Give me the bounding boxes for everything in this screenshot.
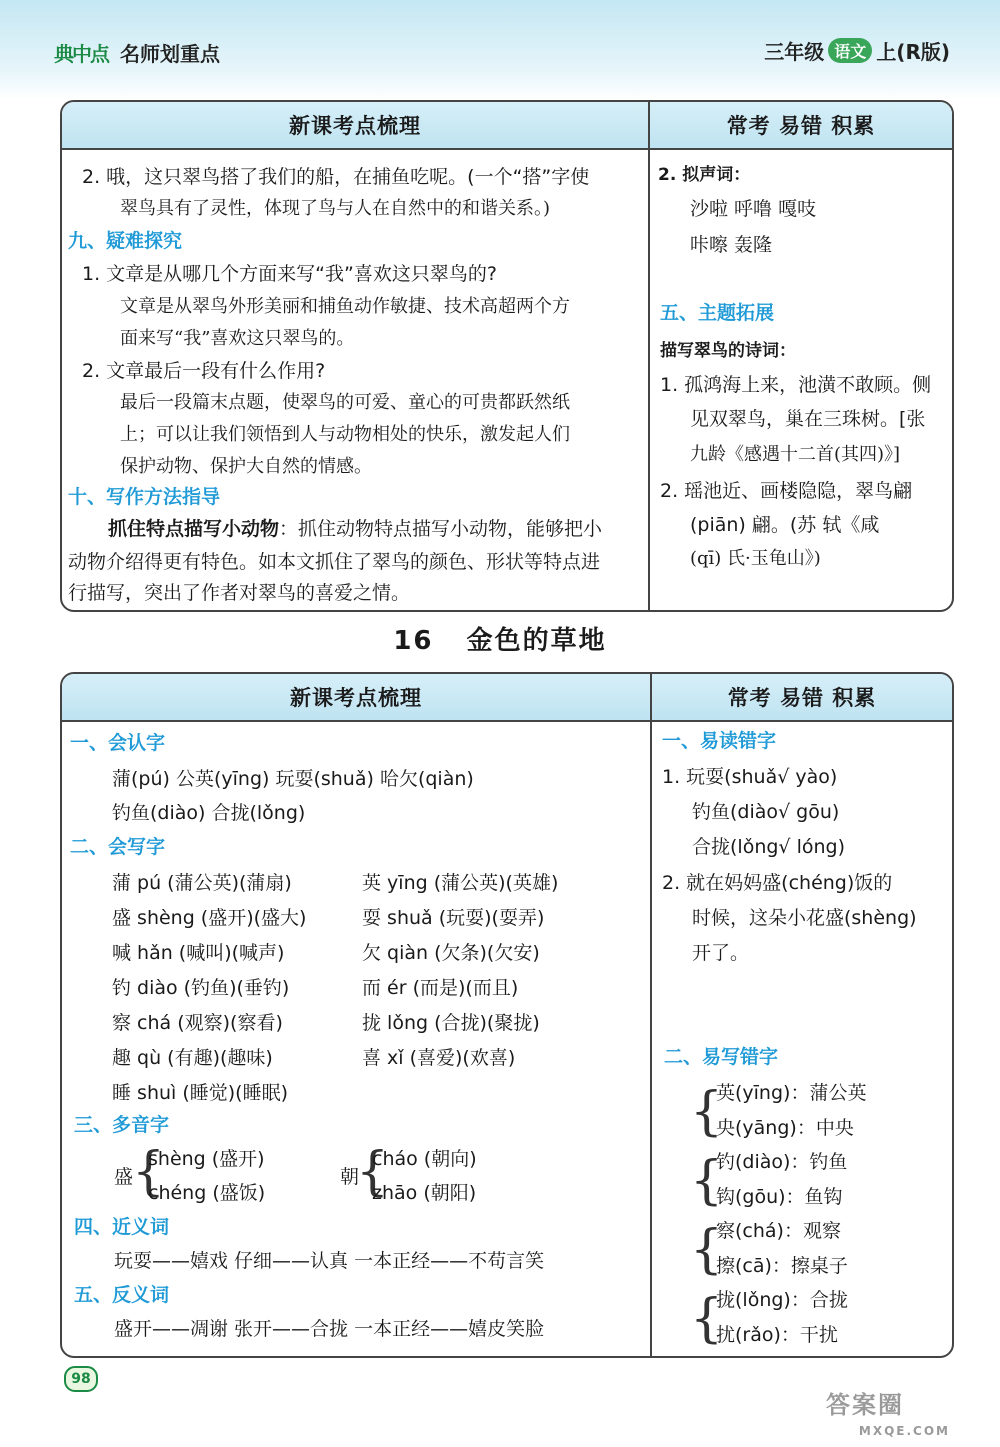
right-column-title: 常考 易错 积累 xyxy=(652,674,952,722)
text-line: 钓鱼(diào√ gōu) xyxy=(692,801,840,823)
polyphone-reading: shèng (盛开) xyxy=(148,1148,265,1170)
book-logo: 典中点 xyxy=(54,41,108,66)
write-char-entry: 蒲 pú (蒲公英)(蒲扇) xyxy=(112,872,292,894)
write-char-entry: 睡 shuì (睡觉)(睡眠) xyxy=(112,1082,288,1104)
question: 1. 文章是从哪几个方面来写“我”喜欢这只翠鸟的? xyxy=(82,263,497,285)
polyphone-reading: chéng (盛饭) xyxy=(148,1182,266,1204)
write-char-entry: 喜 xǐ (喜爱)(欢喜) xyxy=(362,1047,516,1069)
left-column-title: 新课考点梳理 xyxy=(62,102,648,150)
section-heading: 一、易读错字 xyxy=(662,730,777,752)
section-heading: 四、近义词 xyxy=(74,1216,170,1238)
text-line: 开了。 xyxy=(692,942,750,964)
polyphone-reading: cháo (朝向) xyxy=(372,1148,477,1170)
text-line: 翠鸟具有了灵性，体现了鸟与人在自然中的和谐关系。) xyxy=(120,198,551,219)
write-char-entry: 盛 shèng (盛开)(盛大) xyxy=(112,907,307,929)
watermark-logo: 答案圈 MXQE.COM xyxy=(826,1390,950,1438)
text-line: 动物介绍得更有特色。如本文抓住了翠鸟的颜色、形状等特点进 xyxy=(68,551,601,573)
confusable-char: 扰(rǎo)：干扰 xyxy=(716,1324,838,1346)
synonym-list: 玩耍——嬉戏 仔细——认真 一本正经——不苟言笑 xyxy=(114,1250,545,1272)
confusable-char: 英(yīng)：蒲公英 xyxy=(716,1082,867,1104)
write-char-entry: 钓 diào (钓鱼)(垂钓) xyxy=(112,977,290,999)
text-line: 行描写，突出了作者对翠鸟的喜爱之情。 xyxy=(68,582,411,604)
brace: { xyxy=(690,1220,724,1280)
text-line: 蒲(pú) 公英(yīng) 玩耍(shuǎ) 哈欠(qiàn) xyxy=(112,768,474,790)
text-line: 描写翠鸟的诗词： xyxy=(660,341,796,361)
confusable-char: 钩(gōu)：鱼钩 xyxy=(716,1186,843,1208)
section-heading: 二、易写错字 xyxy=(664,1046,779,1068)
write-char-entry: 欠 qiàn (欠条)(欠安) xyxy=(362,942,540,964)
brace: { xyxy=(356,1142,390,1202)
write-char-entry: 拢 lǒng (合拢)(聚拢) xyxy=(362,1012,540,1034)
grade-label: 三年级 语文 上(R版) xyxy=(764,40,950,64)
section-heading: 十、写作方法指导 xyxy=(68,486,221,508)
answer-line: 最后一段篇末点题，使翠鸟的可爱、童心的可贵都跃然纸 xyxy=(120,392,570,413)
write-char-entry: 英 yīng (蒲公英)(英雄) xyxy=(362,872,559,894)
section-heading: 五、主题拓展 xyxy=(660,302,775,324)
question: 2. 文章最后一段有什么作用? xyxy=(82,360,326,382)
page-header xyxy=(0,0,1000,100)
section-heading: 九、疑难探究 xyxy=(68,230,183,252)
write-char-entry: 而 ér (而是)(而且) xyxy=(362,977,519,999)
section-heading: 五、反义词 xyxy=(74,1284,170,1306)
text-line: 时候，这朵小花盛(shèng) xyxy=(692,907,917,929)
word-list: 沙啦 呼噜 嘎吱 xyxy=(690,198,817,220)
poem-line: 见双翠鸟，巢在三珠树。[张 xyxy=(690,408,926,430)
review-panel-top xyxy=(60,100,954,612)
lesson-title: 16 金色的草地 xyxy=(393,626,607,656)
text-line: 钓鱼(diào) 合拢(lǒng) xyxy=(112,802,306,824)
text-line: 2. 就在妈妈盛(chéng)饭的 xyxy=(662,872,893,894)
brace: { xyxy=(690,1151,724,1211)
write-char-entry: 喊 hǎn (喊叫)(喊声) xyxy=(112,942,285,964)
right-column-title: 常考 易错 积累 xyxy=(650,102,952,150)
polyphone-reading: zhāo (朝阳) xyxy=(372,1182,477,1204)
write-char-entry: 趣 qù (有趣)(趣味) xyxy=(112,1047,273,1069)
text-line: 1. 玩耍(shuǎ√ yào) xyxy=(662,766,838,788)
text-line: 2. 拟声词： xyxy=(658,165,751,185)
text-line: 抓住特点描写小动物：抓住动物特点描写小动物，能够把小 xyxy=(108,518,603,540)
brace: { xyxy=(690,1289,724,1349)
polyphone-char: 盛 xyxy=(114,1166,134,1188)
poem-line: 九龄《感遇十二首(其四)》] xyxy=(690,444,901,465)
confusable-char: 钓(diào)：钓鱼 xyxy=(716,1151,848,1173)
confusable-char: 拢(lǒng)：合拢 xyxy=(716,1289,848,1311)
word-list: 咔嚓 轰隆 xyxy=(690,234,773,256)
section-heading: 三、多音字 xyxy=(74,1114,170,1136)
polyphone-char: 朝 xyxy=(340,1166,360,1188)
poem-line: 1. 孤鸿海上来，池潢不敢顾。侧 xyxy=(660,374,932,396)
column-divider xyxy=(648,102,650,610)
write-char-entry: 耍 shuǎ (玩耍)(耍弄) xyxy=(362,907,545,929)
column-divider xyxy=(650,674,652,1356)
poem-line: (qī) 氏·玉龟山》) xyxy=(690,548,821,569)
answer-line: 文章是从翠鸟外形美丽和捕鱼动作敏捷、技术高超两个方 xyxy=(120,296,570,317)
section-heading: 二、会写字 xyxy=(70,836,166,858)
confusable-char: 央(yāng)：中央 xyxy=(716,1117,854,1139)
brace: { xyxy=(690,1082,724,1142)
answer-line: 上；可以让我们领悟到人与动物相处的快乐，激发起人们 xyxy=(120,424,570,445)
text-line: 2. 哦，这只翠鸟搭了我们的船，在捕鱼吃呢。(一个“搭”字使 xyxy=(82,166,590,188)
left-column-title: 新课考点梳理 xyxy=(62,674,650,722)
poem-line: (piān) 翩。(苏 轼《咸 xyxy=(690,514,880,536)
subject-badge: 语文 xyxy=(828,38,872,63)
antonym-list: 盛开——凋谢 张开——合拢 一本正经——嬉皮笑脸 xyxy=(114,1318,545,1340)
confusable-char: 擦(cā)：擦桌子 xyxy=(716,1255,848,1277)
confusable-char: 察(chá)：观察 xyxy=(716,1220,841,1242)
answer-line: 面来写“我”喜欢这只翠鸟的。 xyxy=(120,328,355,349)
brace: { xyxy=(132,1142,166,1202)
write-char-entry: 察 chá (观察)(察看) xyxy=(112,1012,283,1034)
review-panel-bottom xyxy=(60,672,954,1358)
brand-title: 名师划重点 xyxy=(120,42,220,66)
section-heading: 一、会认字 xyxy=(70,732,166,754)
poem-line: 2. 瑶池近、画楼隐隐，翠鸟翩 xyxy=(660,480,913,502)
text-line: 合拢(lǒng√ lóng) xyxy=(692,836,845,858)
page-number: 98 xyxy=(64,1366,98,1392)
answer-line: 保护动物、保护大自然的情感。 xyxy=(120,456,372,477)
